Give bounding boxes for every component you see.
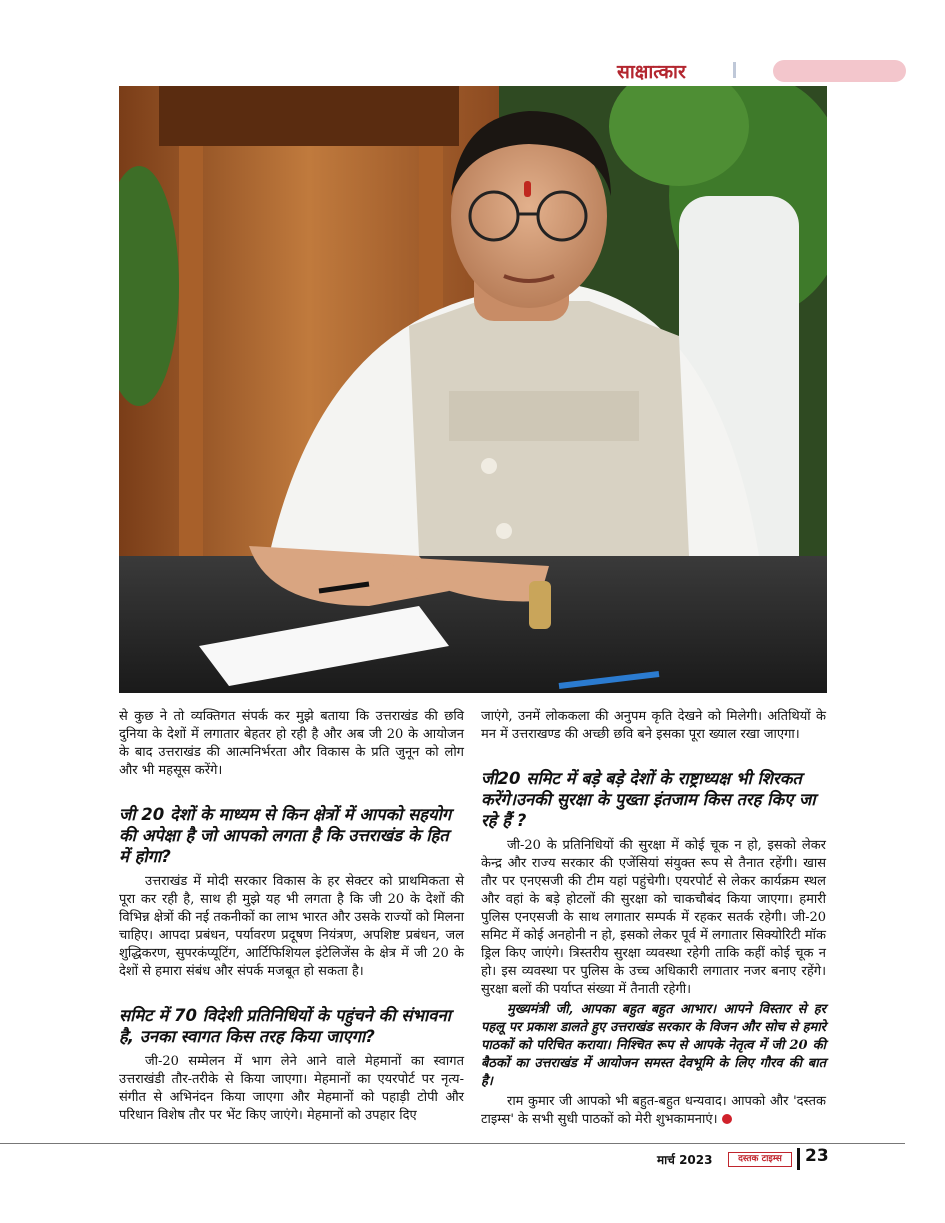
left-intro-paragraph: से कुछ ने तो व्यक्तिगत संपर्क कर मुझे बताया कि उत्तराखंड की छवि दुनिया के देशों में लगातार बेहतर हो रही है और अब जी 20 के आयोजन के बाद उत्तराखंड की आत्मनिर्भरता और विकास के प्रति जुनून को लोग और भी महसूस करेंगे।	[119, 709, 464, 778]
answer-3: जी-20 के प्रतिनिधियों की सुरक्षा में कोई चूक न हो, इसको लेकर केन्द्र और राज्य सरकार की एजेंसियां संयुक्त रूप से तैनात रहेंगी। खास तौर पर एनएसजी की टीम यहां पहुंचेगी। एयरपोर्ट से लेकर कार्यक्रम स्थल और वहां के बड़े होटलों की सुरक्षा को चाकचौबंद किया जाएगा। हमारी पुलिस एनएसजी के साथ लगातार सम्पर्क में रहकर सतर्क रहेगी। जी-20 समिट में कोई अनहोनी न हो, इसको लेकर पूर्व में लगातार सिक्योरिटी मॉक ड्रिल किए जाएंगे। त्रिस्तरीय सुरक्षा व्यवस्था रहेगी ताकि कहीं कोई चूक न हो। इस व्यवस्था पर पुलिस के उच्च अधिकारी लगातार नजर बनाए रहेंगे। सुरक्षा बलों की पर्याप्त संख्या में तैनाती रहेगी।	[481, 838, 826, 997]
photo-illustration	[119, 86, 827, 693]
section-label: साक्षात्कार	[617, 61, 686, 83]
interview-photo	[119, 86, 827, 693]
footer-rule	[0, 1143, 905, 1144]
question-2: समिट में 70 विदेशी प्रतिनिधियों के पहुंचने की संभावना है, उनका स्वागत किस तरह किया जाएगा?	[119, 1006, 451, 1046]
right-column	[481, 708, 826, 1129]
header-decoration-pill	[773, 60, 906, 82]
issue-date: मार्च 2023	[657, 1153, 713, 1167]
header-separator	[733, 62, 736, 78]
closing-question: मुख्यमंत्री जी, आपका बहुत बहुत आभार। आपने विस्तार से हर पहलू पर प्रकाश डालते हुए उत्तराखंड सरकार के विजन और सोच से हमारे पाठकों को परिचित कराया। निश्चित रूप से आपके नेतृत्व में जी 20 की बैठकों का उत्तराखंड में आयोजन समस्त देवभूमि के लिए गौरव की बात है।	[481, 1002, 826, 1089]
closing-reply-text: राम कुमार जी आपको भी बहुत-बहुत धन्यवाद। आपको और 'दस्तक टाइम्स' के सभी सुधी पाठकों को मेरी शुभकामनाएं।	[481, 1094, 826, 1127]
right-intro-paragraph: जाएंगे, उनमें लोककला की अनुपम कृति देखने को मिलेगी। अतिथियों के मन में उत्तराखण्ड की अच्छी छवि बने इसका पूरा ख्याल रखा जाएगा।	[481, 709, 826, 742]
page-number: 23	[805, 1146, 829, 1166]
question-1: जी 20 देशों के माध्यम से किन क्षेत्रों में आपको सहयोग की अपेक्षा है जो आपको लगता है कि उत्तराखंड के हित में होगा?	[119, 805, 452, 866]
footer-divider	[797, 1148, 800, 1170]
answer-1: उत्तराखंड में मोदी सरकार विकास के हर सेक्टर को प्राथमिकता से पूरा कर रही है, साथ ही मुझे यह भी लगता है कि जी 20 के देशों की विभिन्न क्षेत्रों की नई तकनीकों का लाभ भारत और उसके राज्यों को मिलना चाहिए। आपदा प्रबंधन, पर्यावरण प्रदूषण नियंत्रण, अपशिष्ट प्रबंधन, जल शुद्धिकरण, सुपरकंप्यूटिंग, आर्टिफिशियल इंटेलिजेंस के क्षेत्र में जी 20 के देशों से हमारा संबंध और संपर्क मजबूत हो सकता है।	[119, 874, 464, 979]
left-column	[119, 708, 464, 1125]
question-3: जी20 समिट में बड़े बड़े देशों के राष्ट्राध्यक्ष भी शिरकत करेंगे।उनकी सुरक्षा के पुख्ता इंतजाम किस तरह किए जा रहे हैं ?	[481, 769, 816, 830]
publication-logo: दस्तक टाइम्स	[728, 1152, 792, 1167]
closing-reply	[481, 1093, 826, 1129]
end-mark-icon	[722, 1114, 732, 1124]
answer-2: जी-20 सम्मेलन में भाग लेने आने वाले मेहमानों का स्वागत उत्तराखंडी तौर-तरीके से किया जाएगा। मेहमानों का एयरपोर्ट पर नृत्य-संगीत से अभिनंदन किया जाएगा और मेहमानों को पहाड़ी टोपी और परिधान विशेष तौर पर भेंट किए जाएंगे। मेहमानों को उपहार दिए	[119, 1054, 464, 1123]
